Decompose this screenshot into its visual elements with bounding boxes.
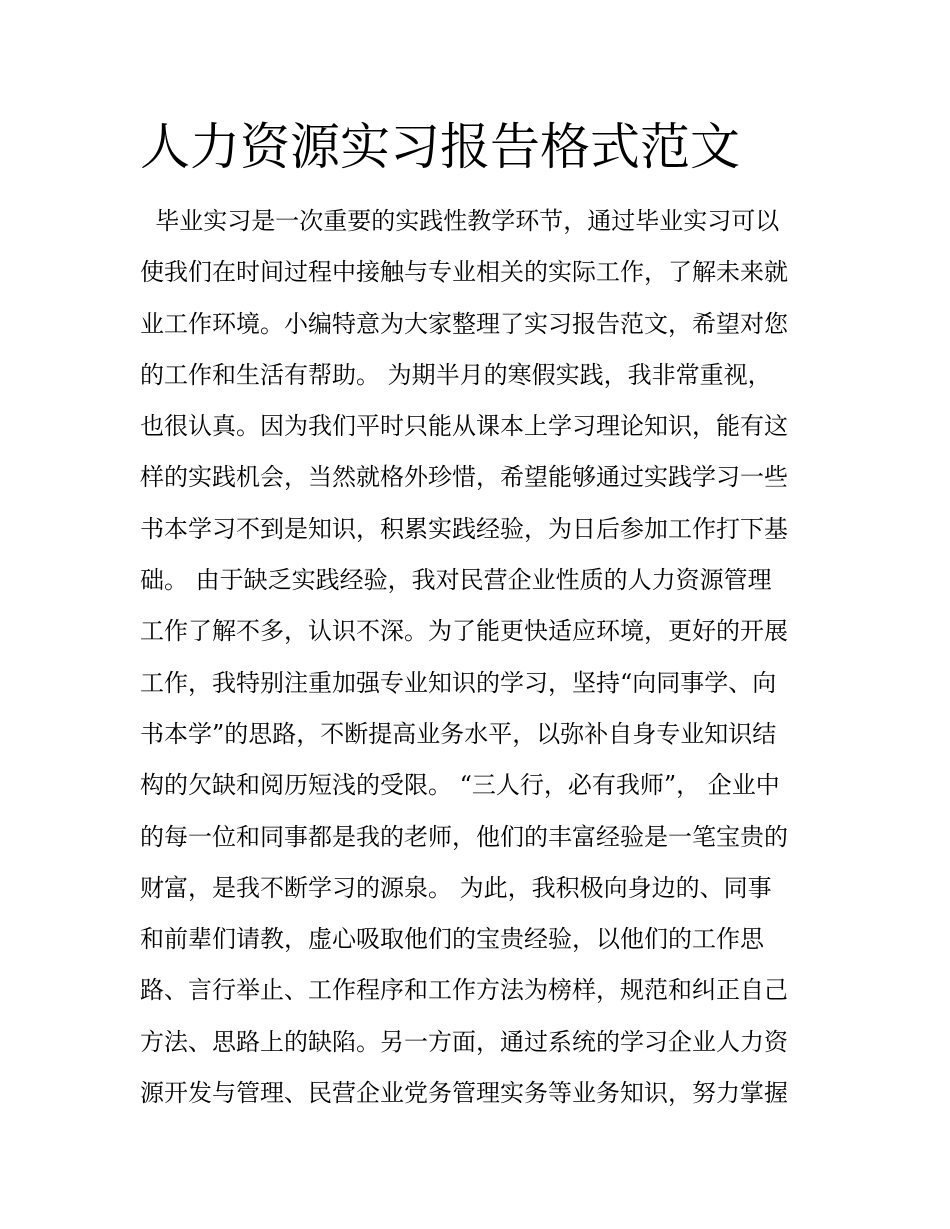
body-line: 础。 由于缺乏实践经验，我对民营企业性质的人力资源管理 [140,566,772,595]
document-title: 人力资源实习报告格式范文 [140,118,740,176]
body-line: 的工作和生活有帮助。 为期半月的寒假实践，我非常重视， [140,360,772,389]
body-line: 工作了解不多，认识不深。为了能更快适应环境，更好的开展 [140,617,788,646]
body-line: 工作，我特别注重加强专业知识的学习，坚持“向同事学、向 [140,668,777,697]
body-line: 的每一位和同事都是我的老师，他们的丰富经验是一笔宝贵的 [140,822,788,851]
body-line: 业工作环境。小编特意为大家整理了实习报告范文，希望对您 [140,309,788,338]
document-body [140,196,820,1119]
body-line: 源开发与管理、民营企业党务管理实务等业务知识，努力掌握 [140,1079,788,1108]
body-line: 书本学习不到是知识，积累实践经验，为日后参加工作打下基 [140,514,788,543]
body-line: 方法、思路上的缺陷。另一方面，通过系统的学习企业人力资 [140,1027,788,1056]
body-line: 样的实践机会，当然就格外珍惜，希望能够通过实践学习一些 [140,463,788,492]
body-line: 构的欠缺和阅历短浅的受限。 “三人行，必有我师”， 企业中 [140,771,780,800]
body-line: 和前辈们请教，虚心吸取他们的宝贵经验，以他们的工作思 [140,925,764,954]
body-line: 路、言行举止、工作程序和工作方法为榜样，规范和纠正自己 [140,976,788,1005]
body-line: 书本学”的思路，不断提高业务水平，以弥补自身专业知识结 [140,719,777,748]
body-line: 毕业实习是一次重要的实践性教学环节，通过毕业实习可以 [140,207,780,235]
body-line: 使我们在时间过程中接触与专业相关的实际工作，了解未来就 [140,258,788,287]
body-line: 也很认真。因为我们平时只能从课本上学习理论知识，能有这 [140,412,788,441]
body-line: 财富，是我不断学习的源泉。 为此，我积极向身边的、同事 [140,873,772,902]
